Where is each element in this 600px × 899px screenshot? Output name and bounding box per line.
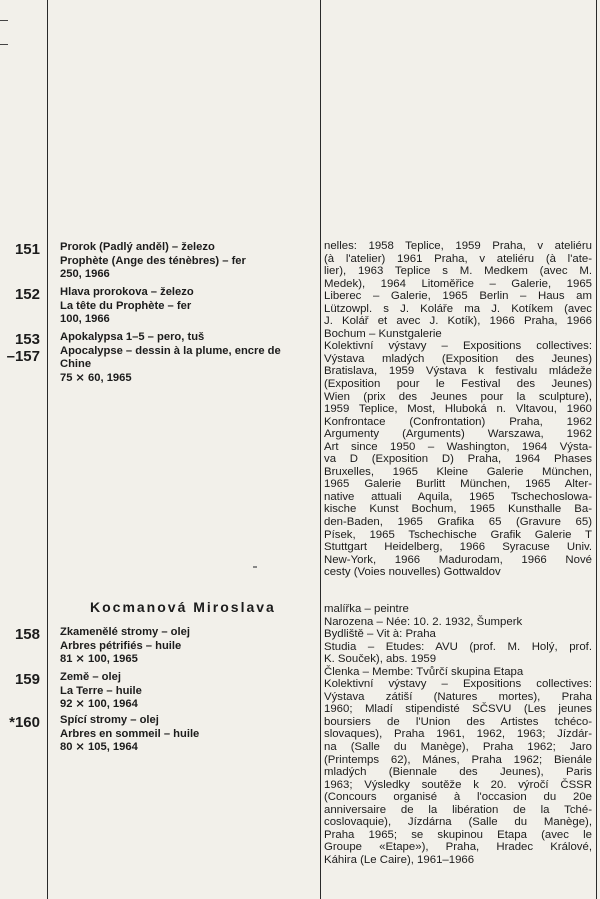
- entry-text: Země – olej La Terre – huile 92 ⨯ 100, 1964: [60, 671, 142, 711]
- entry-number: 159: [14, 671, 40, 688]
- entry-text: Prorok (Padlý anděl) – železo Prophète (Ange des ténèbres) – fer 250, 1966: [60, 241, 246, 281]
- entry-text: Hlava prorokova – železo La tête du Prophète – fer 100, 1966: [60, 286, 194, 326]
- left-column-rule: [47, 0, 48, 899]
- entry-number: *160: [9, 714, 40, 731]
- entry-text: Zkamenělé stromy – olej Arbres pétrifiés – huile 81 ⨯ 100, 1965: [60, 626, 190, 666]
- biography-top: nelles: 1958 Teplice, 1959 Praha, v ateliéru (à l'atelier) 1961 Praha, v ateliéru (à l'ate- lier), 1963 Teplice s M. Medkem (avec M. Medek), 1964 Litoměřice – Galerie, 1965 Liberec – Galerie, 1965 Berlin – Haus am Lützowpl. s J. Koláře ma J. Kotíkem (avec J. Kolář et avec J. Kotík), 1966 Praha, 1966 Bochum – Kunstgalerie Kolektivní výstavy – Expositions collectives: Výstava mladých (Exposition des Jeunes) Bratislava, 1959 Výstava k festivalu mládeže (Exposition pour le Festival des Jeunes) Wien (prix des Jeunes pour la sculpture), 1959 Teplice, Most, Hluboká n. Vltavou, 1960 Konfrontace (Confrontation) Praha, 1962 Argumenty (Arguments) Warszawa, 1962 Art since 1950 – Washington, 1964 Výsta- va D (Exposition D) Praha, 1964 Phases Bruxelles, 1965 Kleine Galerie München, 1965 Galerie Burlitt München, 1965 Alter- native attuali Aquila, 1965 Tschechoslowa- kische Kunst Bochum, 1965 Kunsthalle Ba- den-Baden, 1965 Grafika 65 (Gravure 65) Písek, 1965 Tschechische Grafik Galerie T Stuttgart Heidelberg, 1966 Syracuse Univ. New-York, 1966 Madurodam, 1966 Nové cesty (Voies nouvelles) Gottwaldov: [324, 240, 592, 579]
- entry-number: 151: [14, 241, 40, 258]
- entry-number: 152: [14, 286, 40, 303]
- entry-text: Apokalypsa 1–5 – pero, tuš Apocalypse – dessin à la plume, encre de Chine 75 ⨯ 60, 1965: [60, 331, 281, 385]
- entry-text: Spící stromy – olej Arbres en sommeil – huile 80 ⨯ 105, 1964: [60, 714, 200, 754]
- artist-name-heading: Kocmanová Miroslava: [90, 599, 276, 615]
- margin-tick: [0, 44, 8, 45]
- page-mark: [253, 566, 257, 568]
- entry-number: 158: [14, 626, 40, 643]
- entry-number: 153: [14, 331, 40, 348]
- biography-bottom: malířka – peintre Narozena – Née: 10. 2. 1932, Šumperk Bydliště – Vit à: Praha Studia – Etudes: AVU (prof. M. Holý, prof. K. Souček), abs. 1959 Členka – Membe: Tvůrčí skupina Etapa Kolektivní výstavy – Expositions collectives: Výstava zátiší (Natures mortes), Praha 1960; Mladí stipendisté SČSVU (Les jeunes boursiers de l'Union des Artistes tchéco- slovaques), Praha 1961, 1962, 1963; Jízdár- na (Salle du Manège), Praha 1962; Jaro (Printemps 62), Mánes, Praha 1962; Bienále mladých (Biennale des Jeunes), Paris 1963; Výsledky soutěže k 20. výročí ČSSR (Concours organisé à l'occasion du 20e anniversaire de la libération de la Tché- coslovaquie), Jízdárna (Salle du Manège), Praha 1965; se skupinou Etapa (avec le Groupe «Etape»), Praha, Hradec Králové, Káhira (Le Caire), 1961–1966: [324, 603, 592, 866]
- right-edge-rule: [596, 0, 597, 899]
- entry-number-range-end: –157: [6, 348, 40, 365]
- margin-tick: [0, 20, 8, 21]
- middle-column-rule: [320, 0, 321, 899]
